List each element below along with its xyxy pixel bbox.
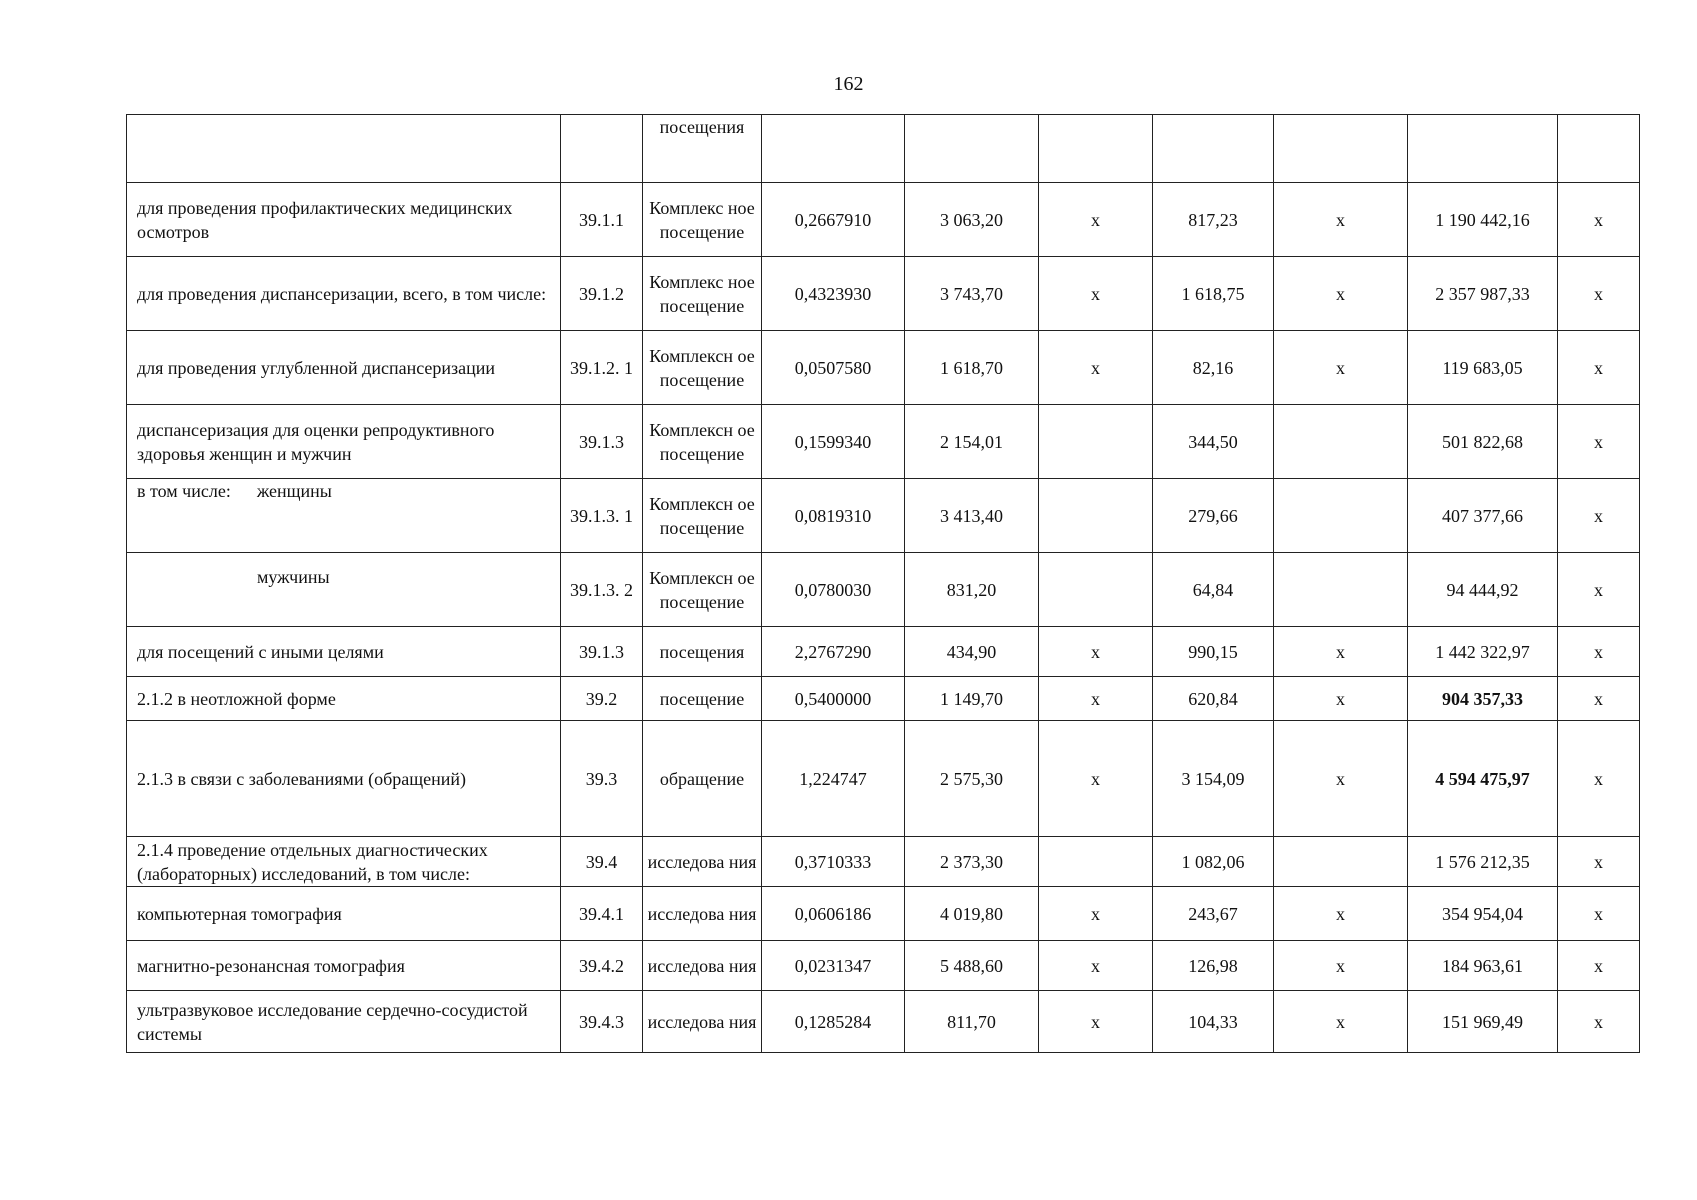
cell-unit: обращение xyxy=(643,721,762,837)
cell-code: 39.4.2 xyxy=(561,941,643,991)
cell-unit: Комплекс ное посещение xyxy=(643,183,762,257)
cell-value: 817,23 xyxy=(1153,183,1274,257)
cell-name: 2.1.3 в связи с заболеваниями (обращений) xyxy=(127,721,561,837)
cell-value: 0,2667910 xyxy=(762,183,905,257)
cell-value: 184 963,61 xyxy=(1408,941,1558,991)
cell-value: 501 822,68 xyxy=(1408,405,1558,479)
cell-value: 104,33 xyxy=(1153,991,1274,1053)
cell-value: х xyxy=(1039,941,1153,991)
cell-value: 5 488,60 xyxy=(905,941,1039,991)
cell-value: х xyxy=(1039,331,1153,405)
cell-value: 94 444,92 xyxy=(1408,553,1558,627)
table-row xyxy=(127,257,1640,331)
cell-code: 39.1.2 xyxy=(561,257,643,331)
cell-name xyxy=(127,479,561,553)
cell-unit: посещения xyxy=(643,627,762,677)
cell-unit: Комплексн ое посещение xyxy=(643,405,762,479)
cell-name: 2.1.2 в неотложной форме xyxy=(127,677,561,721)
table-row xyxy=(127,479,1640,553)
cell-unit: исследова ния xyxy=(643,887,762,941)
cell-code: 39.2 xyxy=(561,677,643,721)
cell-value: 3 063,20 xyxy=(905,183,1039,257)
cell-value: 990,15 xyxy=(1153,627,1274,677)
cell-value: 811,70 xyxy=(905,991,1039,1053)
cell-value: 2 357 987,33 xyxy=(1408,257,1558,331)
cell-value: 4 594 475,97 xyxy=(1408,721,1558,837)
cell-value: 3 154,09 xyxy=(1153,721,1274,837)
cell-name: магнитно-резонансная томография xyxy=(127,941,561,991)
cell-value: 0,0231347 xyxy=(762,941,905,991)
table-row xyxy=(127,887,1640,941)
cell-value: 1 190 442,16 xyxy=(1408,183,1558,257)
cell-value xyxy=(1274,479,1408,553)
cell-value: 0,3710333 xyxy=(762,837,905,887)
cell-value: х xyxy=(1558,721,1640,837)
cell-value: х xyxy=(1558,183,1640,257)
cell-value: 1 442 322,97 xyxy=(1408,627,1558,677)
table-row xyxy=(127,991,1640,1053)
cell-value: х xyxy=(1558,479,1640,553)
cell-code: 39.1.1 xyxy=(561,183,643,257)
cell-unit: Комплексн ое посещение xyxy=(643,479,762,553)
cell-value: х xyxy=(1274,331,1408,405)
cell-unit: исследова ния xyxy=(643,991,762,1053)
cell-value: х xyxy=(1558,331,1640,405)
cell-value: 1 576 212,35 xyxy=(1408,837,1558,887)
cell-value: х xyxy=(1558,627,1640,677)
cell-value: 243,67 xyxy=(1153,887,1274,941)
cell-value: 3 743,70 xyxy=(905,257,1039,331)
cell-value: 126,98 xyxy=(1153,941,1274,991)
cell-name: для проведения углубленной диспансеризации xyxy=(127,331,561,405)
cell-unit: посещение xyxy=(643,677,762,721)
cell-value: 434,90 xyxy=(905,627,1039,677)
cell-value: 620,84 xyxy=(1153,677,1274,721)
cell-value: х xyxy=(1274,627,1408,677)
cell-name xyxy=(127,115,561,183)
cell-value: х xyxy=(1558,991,1640,1053)
cell-code: 39.1.3 xyxy=(561,627,643,677)
page-number: 162 xyxy=(833,73,864,95)
cell-value: 354 954,04 xyxy=(1408,887,1558,941)
cell-code: 39.4.3 xyxy=(561,991,643,1053)
table-row xyxy=(127,405,1640,479)
data-table xyxy=(126,114,1640,1053)
cell-unit: Комплексн ое посещение xyxy=(643,331,762,405)
cell-value: 1,224747 xyxy=(762,721,905,837)
cell-value: 2 575,30 xyxy=(905,721,1039,837)
cell-name-extra: женщины xyxy=(256,481,332,501)
cell-value: 0,5400000 xyxy=(762,677,905,721)
cell-value xyxy=(1039,837,1153,887)
cell-value: 64,84 xyxy=(1153,553,1274,627)
cell-value: х xyxy=(1039,991,1153,1053)
cell-value: х xyxy=(1039,721,1153,837)
cell-value: 0,1285284 xyxy=(762,991,905,1053)
table-row xyxy=(127,721,1640,837)
cell-value: 904 357,33 xyxy=(1408,677,1558,721)
cell-value: х xyxy=(1274,721,1408,837)
cell-name: мужчины xyxy=(127,553,561,627)
cell-code: 39.3 xyxy=(561,721,643,837)
cell-value: 0,0780030 xyxy=(762,553,905,627)
cell-value: 1 082,06 xyxy=(1153,837,1274,887)
cell-name: 2.1.4 проведение отдельных диагностических (лабораторных) исследований, в том числе: xyxy=(127,837,561,887)
cell-value: х xyxy=(1039,183,1153,257)
cell-value xyxy=(1039,553,1153,627)
cell-name: для посещений с иными целями xyxy=(127,627,561,677)
cell-name: диспансеризация для оценки репродуктивного здоровья женщин и мужчин xyxy=(127,405,561,479)
cell-value: 0,0819310 xyxy=(762,479,905,553)
cell-code xyxy=(561,115,643,183)
cell-value: х xyxy=(1039,627,1153,677)
cell-unit: исследова ния xyxy=(643,941,762,991)
cell-unit: Комплекс ное посещение xyxy=(643,257,762,331)
cell-unit: Комплексн ое посещение xyxy=(643,553,762,627)
cell-value: 344,50 xyxy=(1153,405,1274,479)
cell-value xyxy=(1274,405,1408,479)
cell-code: 39.1.3. 1 xyxy=(561,479,643,553)
cell-value xyxy=(1039,405,1153,479)
cell-code: 39.1.2. 1 xyxy=(561,331,643,405)
cell-value: 1 618,70 xyxy=(905,331,1039,405)
table-row xyxy=(127,677,1640,721)
cell-name: компьютерная томография xyxy=(127,887,561,941)
table-row xyxy=(127,331,1640,405)
cell-value: х xyxy=(1274,677,1408,721)
cell-value: 2 373,30 xyxy=(905,837,1039,887)
cell-value: х xyxy=(1274,991,1408,1053)
cell-value: х xyxy=(1274,941,1408,991)
cell-value: 119 683,05 xyxy=(1408,331,1558,405)
cell-name: для проведения профилактических медицинских осмотров xyxy=(127,183,561,257)
cell-code: 39.4.1 xyxy=(561,887,643,941)
cell-value: 0,0606186 xyxy=(762,887,905,941)
table-row xyxy=(127,837,1640,887)
cell-value: х xyxy=(1558,553,1640,627)
cell-value: 151 969,49 xyxy=(1408,991,1558,1053)
table-row xyxy=(127,941,1640,991)
cell-value: 0,4323930 xyxy=(762,257,905,331)
cell-value: 1 149,70 xyxy=(905,677,1039,721)
cell-unit: посещения xyxy=(643,115,762,183)
cell-name: для проведения диспансеризации, всего, в том числе: xyxy=(127,257,561,331)
cell-value: х xyxy=(1558,941,1640,991)
cell-name: ультразвуковое исследование сердечно-сосудистой системы xyxy=(127,991,561,1053)
cell-value: 3 413,40 xyxy=(905,479,1039,553)
cell-value: х xyxy=(1039,677,1153,721)
cell-code: 39.1.3. 2 xyxy=(561,553,643,627)
cell-code: 39.4 xyxy=(561,837,643,887)
table-row xyxy=(127,183,1640,257)
cell-value xyxy=(1039,479,1153,553)
cell-value xyxy=(1274,837,1408,887)
table-row xyxy=(127,553,1640,627)
cell-value: 0,0507580 xyxy=(762,331,905,405)
cell-value: х xyxy=(1274,257,1408,331)
cell-value: х xyxy=(1558,405,1640,479)
cell-value: 4 019,80 xyxy=(905,887,1039,941)
table-row xyxy=(127,627,1640,677)
cell-value: 407 377,66 xyxy=(1408,479,1558,553)
cell-value: х xyxy=(1558,837,1640,887)
cell-value: х xyxy=(1039,257,1153,331)
cell-value: 2 154,01 xyxy=(905,405,1039,479)
cell-value xyxy=(1274,553,1408,627)
cell-value: 831,20 xyxy=(905,553,1039,627)
cell-value: х xyxy=(1558,887,1640,941)
cell-value: х xyxy=(1274,887,1408,941)
cell-value: 1 618,75 xyxy=(1153,257,1274,331)
cell-value: 0,1599340 xyxy=(762,405,905,479)
cell-unit: исследова ния xyxy=(643,837,762,887)
cell-code: 39.1.3 xyxy=(561,405,643,479)
cell-value: х xyxy=(1039,887,1153,941)
cell-name-prefix: в том числе: xyxy=(137,481,231,501)
cell-value: 279,66 xyxy=(1153,479,1274,553)
cell-value: 2,2767290 xyxy=(762,627,905,677)
table-row xyxy=(127,115,1640,183)
cell-value: 82,16 xyxy=(1153,331,1274,405)
cell-value: х xyxy=(1274,183,1408,257)
cell-value: х xyxy=(1558,257,1640,331)
cell-value: х xyxy=(1558,677,1640,721)
